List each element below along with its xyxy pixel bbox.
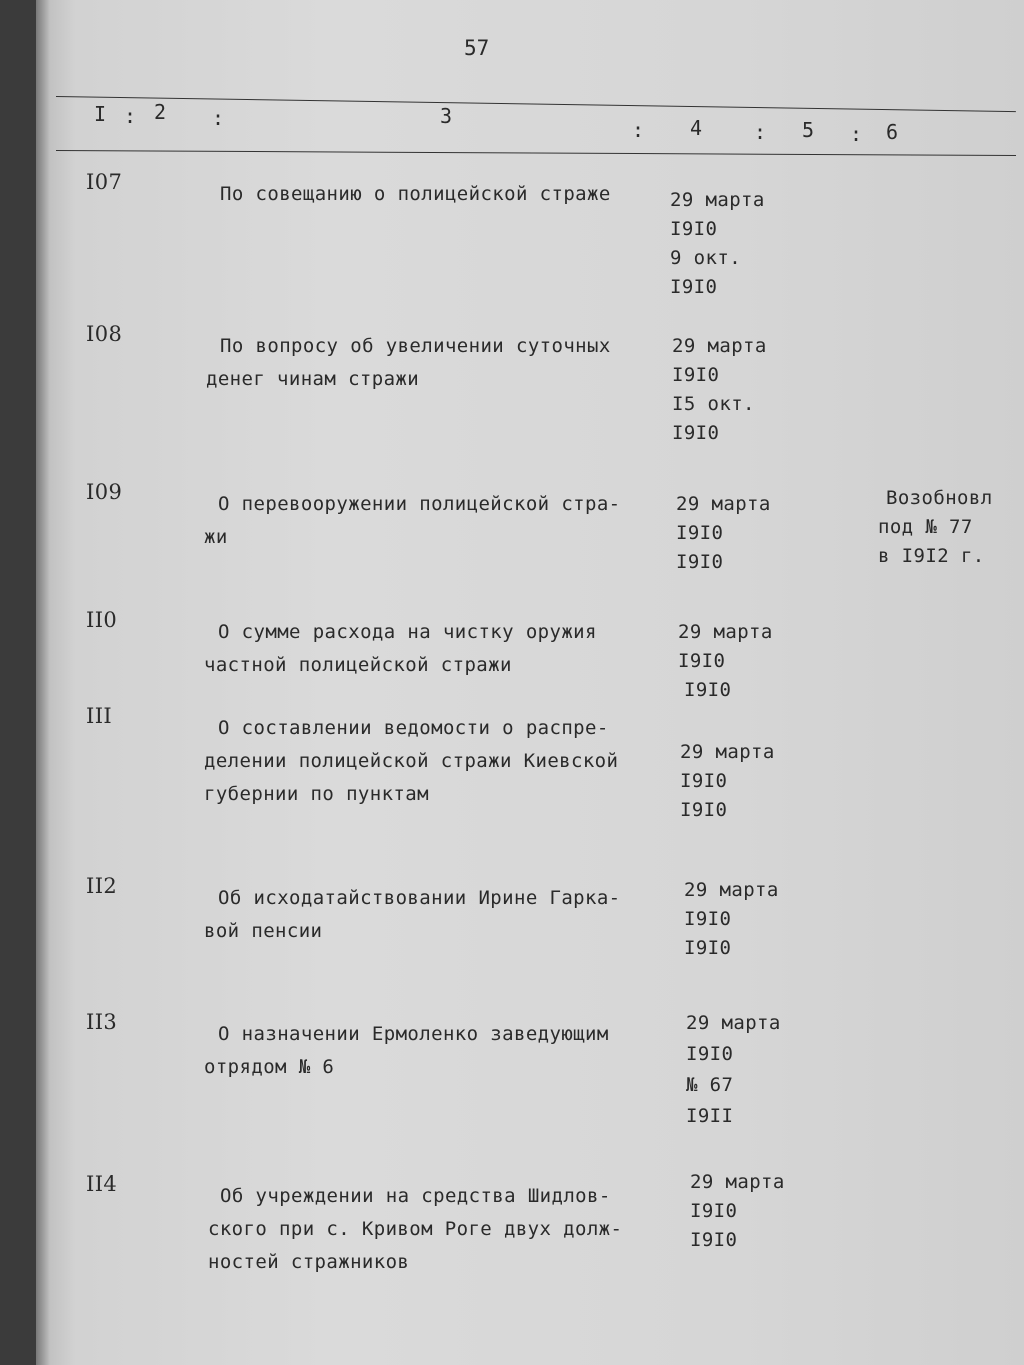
entry-title-line: частной полицейской стражи <box>204 654 512 676</box>
entry-title-line: Об учреждении на средства Шидлов- <box>220 1185 611 1207</box>
entry-date-line: I5 окт. <box>672 393 755 415</box>
column-separator: : <box>212 106 225 130</box>
entry-title-line: О сумме расхода на чистку оружия <box>218 621 597 643</box>
entry-dates <box>670 186 820 302</box>
entry-date-line: I9I0 <box>676 551 724 573</box>
entry-dates <box>680 738 830 825</box>
column-header-1: I <box>94 102 107 126</box>
entry-title <box>204 616 688 682</box>
column-separator: : <box>124 104 137 128</box>
column-header-2: 2 <box>154 100 167 124</box>
column-header-row <box>36 100 1024 144</box>
entry-title-line: губернии по пунктам <box>204 783 429 805</box>
entry-dates <box>690 1168 840 1255</box>
entry-title-line: делении полицейской стражи Киевской <box>204 750 619 772</box>
entry-title-line: О назначении Ермоленко заведующим <box>218 1023 609 1045</box>
entry-title-line: О перевооружении полицейской стра- <box>218 493 621 515</box>
entry-date-line: 29 марта <box>686 1012 781 1034</box>
document-page <box>36 0 1024 1365</box>
entry-date-line: I9II <box>686 1105 734 1127</box>
entry-date-line: I9I0 <box>680 770 728 792</box>
entry-title-line: денег чинам стражи <box>206 368 420 390</box>
column-header-6: 6 <box>886 120 899 144</box>
header-bottom-rule <box>56 150 1016 156</box>
entry-date-line: I9I0 <box>676 522 724 544</box>
entry-dates <box>686 1008 836 1132</box>
entry-date-line: 29 марта <box>684 879 779 901</box>
entry-dates <box>684 876 834 963</box>
entry-date-line: 9 окт. <box>670 247 742 269</box>
entry-title-line: ского при с. Кривом Роге двух долж- <box>208 1218 623 1240</box>
entry-title <box>206 330 690 396</box>
entry-title-line: По вопросу об увеличении суточных <box>220 335 611 357</box>
entry-title-line: Об исходатайствовании Ирине Гарка- <box>218 887 621 909</box>
entry-number: II2 <box>86 874 118 898</box>
page-number: 57 <box>464 36 490 60</box>
column-separator: : <box>754 120 767 144</box>
entry-title-line: вой пенсии <box>204 920 323 942</box>
entry-date-line: I9I0 <box>670 276 718 298</box>
entry-note-line: под № 77 <box>878 516 973 538</box>
entry-title <box>204 712 688 811</box>
entry-title <box>204 1018 688 1084</box>
entry-date-line: I9I0 <box>672 364 720 386</box>
column-separator: : <box>850 122 863 146</box>
entry-title-line: По совещанию о полицейской страже <box>220 183 611 205</box>
entry-date-line: I9I0 <box>684 937 732 959</box>
entry-title <box>220 178 690 211</box>
entry-date-line: I9I0 <box>690 1229 738 1251</box>
entry-dates <box>678 618 828 705</box>
column-header-5: 5 <box>802 118 815 142</box>
entry-title-line: жи <box>204 526 228 548</box>
entry-number: II4 <box>86 1172 118 1196</box>
entry-number: I08 <box>86 322 123 346</box>
entry-date-line: 29 марта <box>676 493 771 515</box>
entry-date-line: I9I0 <box>680 799 728 821</box>
entry-dates <box>672 332 822 448</box>
entry-date-line: I9I0 <box>684 679 732 701</box>
entry-title-line: ностей стражников <box>208 1251 410 1273</box>
entry-date-line: I9I0 <box>690 1200 738 1222</box>
entry-note <box>878 484 1024 571</box>
entry-number: III <box>86 704 113 728</box>
entry-date-line: I9I0 <box>678 650 726 672</box>
entry-date-line: 29 марта <box>690 1171 785 1193</box>
entry-date-line: 29 марта <box>678 621 773 643</box>
entry-number: I07 <box>86 170 123 194</box>
entry-date-line: 29 марта <box>672 335 767 357</box>
column-separator: : <box>632 118 645 142</box>
column-header-4: 4 <box>690 116 703 140</box>
entry-date-line: I9I0 <box>672 422 720 444</box>
entry-title <box>208 1180 690 1279</box>
entry-date-line: I9I0 <box>670 218 718 240</box>
entry-date-line: 29 марта <box>680 741 775 763</box>
entry-number: II3 <box>86 1010 118 1034</box>
entry-date-line: 29 марта <box>670 189 765 211</box>
entry-date-line: № 67 <box>686 1074 734 1096</box>
entry-title-line: отрядом № 6 <box>204 1056 335 1078</box>
entry-note-line: в I9I2 г. <box>878 545 985 567</box>
entry-number: I09 <box>86 480 123 504</box>
entry-note-line: Возобновл <box>886 487 993 509</box>
entry-title-line: О составлении ведомости о распре- <box>218 717 609 739</box>
column-header-3: 3 <box>440 104 453 128</box>
entry-title <box>204 488 688 554</box>
entry-title <box>204 882 688 948</box>
entry-number: II0 <box>86 608 118 632</box>
entry-dates <box>676 490 826 577</box>
entry-date-line: I9I0 <box>684 908 732 930</box>
entry-date-line: I9I0 <box>686 1043 734 1065</box>
